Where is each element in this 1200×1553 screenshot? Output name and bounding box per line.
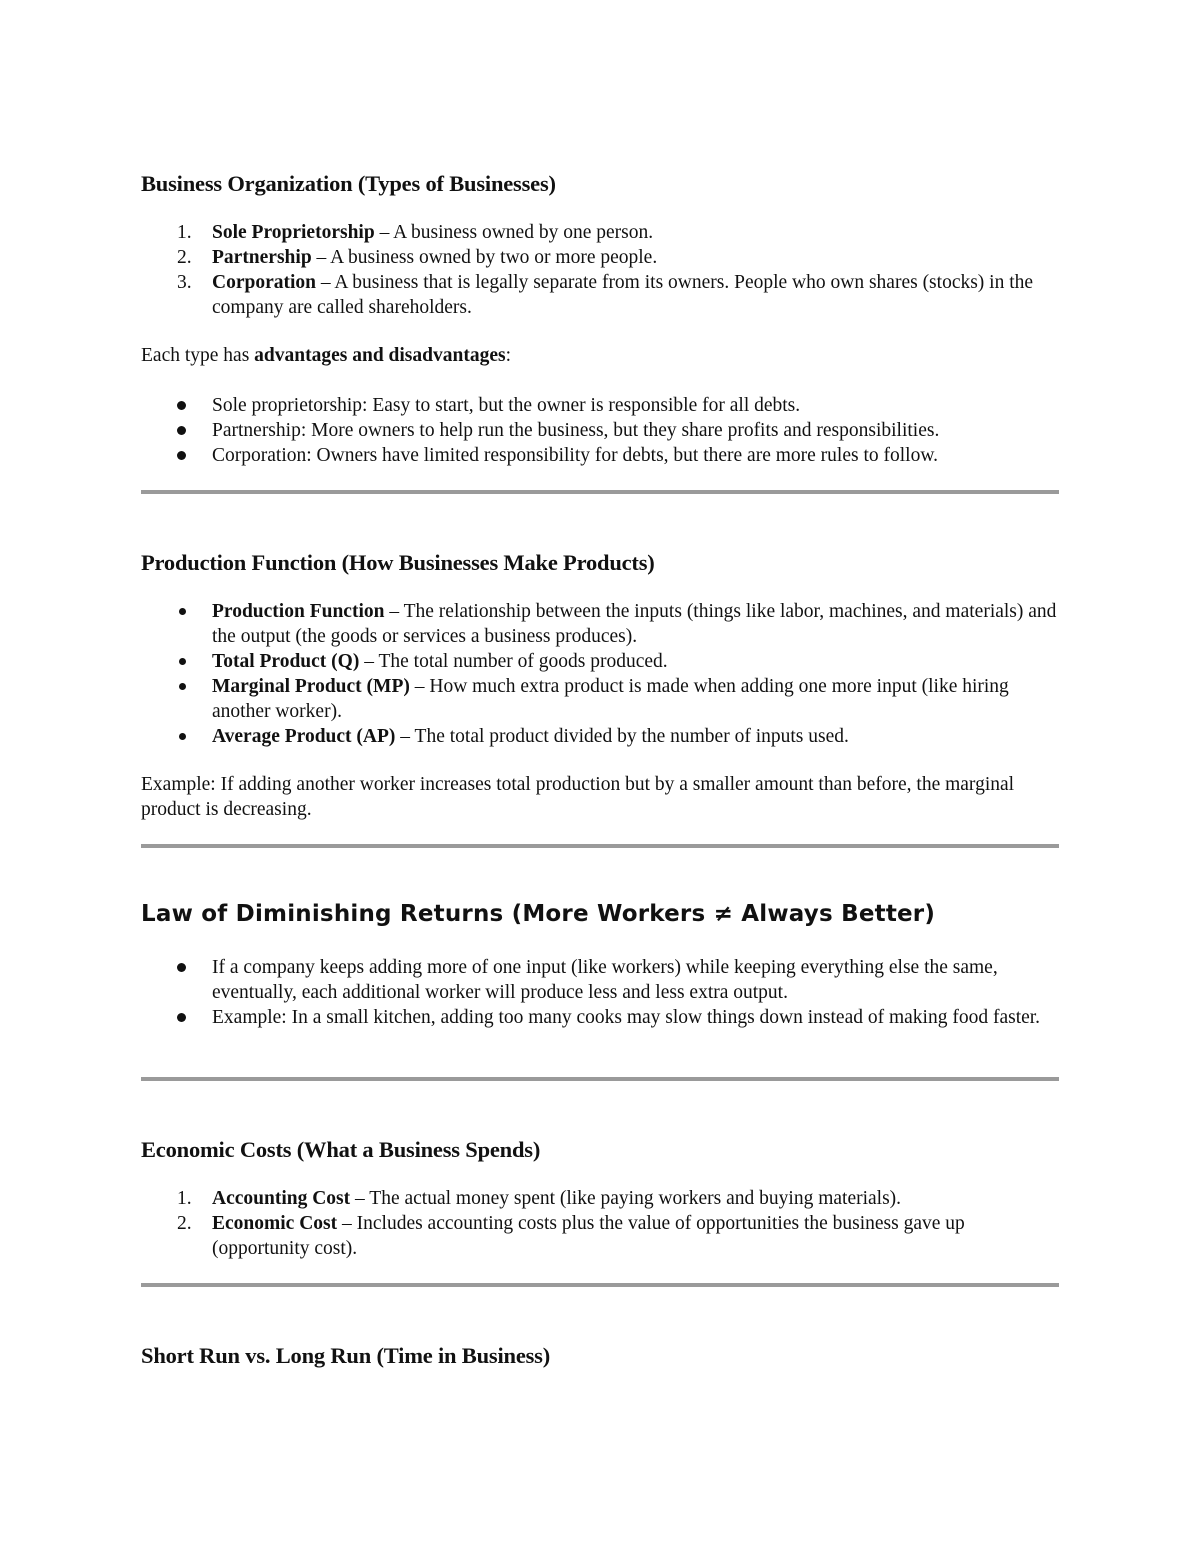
list-item [141,724,1059,749]
intro-suffix: : [505,345,511,366]
definition: – The total number of goods produced. [359,651,668,672]
section-production-function [141,549,1059,822]
horizontal-rule [141,490,1059,494]
bullet-icon [179,658,186,665]
list-number: 2. [177,247,192,268]
list-item [141,1005,1059,1030]
list-number: 2. [177,1213,192,1234]
definition: – The relationship between the inputs (things like labor, machines, and materials) and the output (the goods or services a business produces). [212,601,1057,647]
list-item [141,599,1059,649]
list-number: 1. [177,1188,192,1209]
section-heading: Law of Diminishing Returns (More Workers ≠ Always Better) [141,901,936,927]
term: Economic Cost [212,1213,338,1234]
list-item [141,674,1059,724]
list-item [141,649,1059,674]
term: Production Function [212,601,385,622]
definition: – The actual money spent (like paying workers and buying materials). [350,1188,902,1209]
definition: – A business owned by one person. [374,222,654,243]
intro-bold: advantages and disadvantages [254,345,506,366]
definition: – The total product divided by the number of inputs used. [395,726,849,747]
section-heading: Production Function (How Businesses Make Products) [141,550,655,575]
definition: – A business owned by two or more people. [311,247,658,268]
horizontal-rule [141,1283,1059,1287]
list-number: 1. [177,222,192,243]
section-economic-costs [141,1136,1059,1261]
list-item-text: If a company keeps adding more of one input (like workers) while keeping everything else the same, eventually, each additional worker will produce less and less extra output. [212,957,998,1003]
list-item [141,1186,1059,1211]
list-item-text: Example: In a small kitchen, adding too many cooks may slow things down instead of making food faster. [212,1007,1041,1028]
bullet-icon [177,401,186,410]
horizontal-rule [141,1077,1059,1081]
diminishing-returns-list [141,955,1059,1030]
section-heading: Short Run vs. Long Run (Time in Business) [141,1343,551,1368]
term: Sole Proprietorship [212,222,375,243]
bullet-icon [179,608,186,615]
bullet-icon [177,963,186,972]
section-business-organization [141,170,1059,468]
bullet-icon [177,1013,186,1022]
list-item-text: Corporation: Owners have limited responsibility for debts, but there are more rules to follow. [212,445,939,466]
list-item [141,1211,1059,1261]
term: Total Product (Q) [212,651,360,672]
list-number: 3. [177,272,192,293]
horizontal-rule [141,844,1059,848]
bullet-icon [179,733,186,740]
bullet-icon [177,426,186,435]
definition: – A business that is legally separate from its owners. People who own shares (stocks) in the company are called shareholders. [212,272,1034,318]
term: Accounting Cost [212,1188,351,1209]
term: Partnership [212,247,312,268]
term: Marginal Product (MP) [212,676,410,697]
bullet-icon [177,451,186,460]
section-heading: Business Organization (Types of Businesses) [141,171,556,196]
list-item [141,220,1059,245]
list-item [141,955,1059,1005]
definition: – Includes accounting costs plus the value of opportunities the business gave up (opportunity cost). [212,1213,965,1259]
definition: – How much extra product is made when adding one more input (like hiring another worker). [212,676,1009,722]
list-item [141,245,1059,270]
intro-prefix: Each type has [141,345,255,366]
example-paragraph: Example: If adding another worker increases total production but by a smaller amount than before, the marginal product is decreasing. [141,774,1015,820]
term: Average Product (AP) [212,726,396,747]
intro-paragraph [141,343,1059,368]
section-heading: Economic Costs (What a Business Spends) [141,1137,541,1162]
list-item-text: Sole proprietorship: Easy to start, but the owner is responsible for all debts. [212,395,801,416]
term: Corporation [212,272,316,293]
list-item [141,443,1059,468]
list-item [141,393,1059,418]
list-item [141,270,1059,320]
list-item-text: Partnership: More owners to help run the business, but they share profits and responsibilities. [212,420,940,441]
business-types-list [141,220,1059,320]
advantages-list [141,393,1059,468]
section-short-long-run [141,1342,1059,1370]
production-terms-list [141,599,1059,749]
economic-costs-list [141,1186,1059,1261]
bullet-icon [179,683,186,690]
section-diminishing-returns [141,900,1059,1030]
list-item [141,418,1059,443]
